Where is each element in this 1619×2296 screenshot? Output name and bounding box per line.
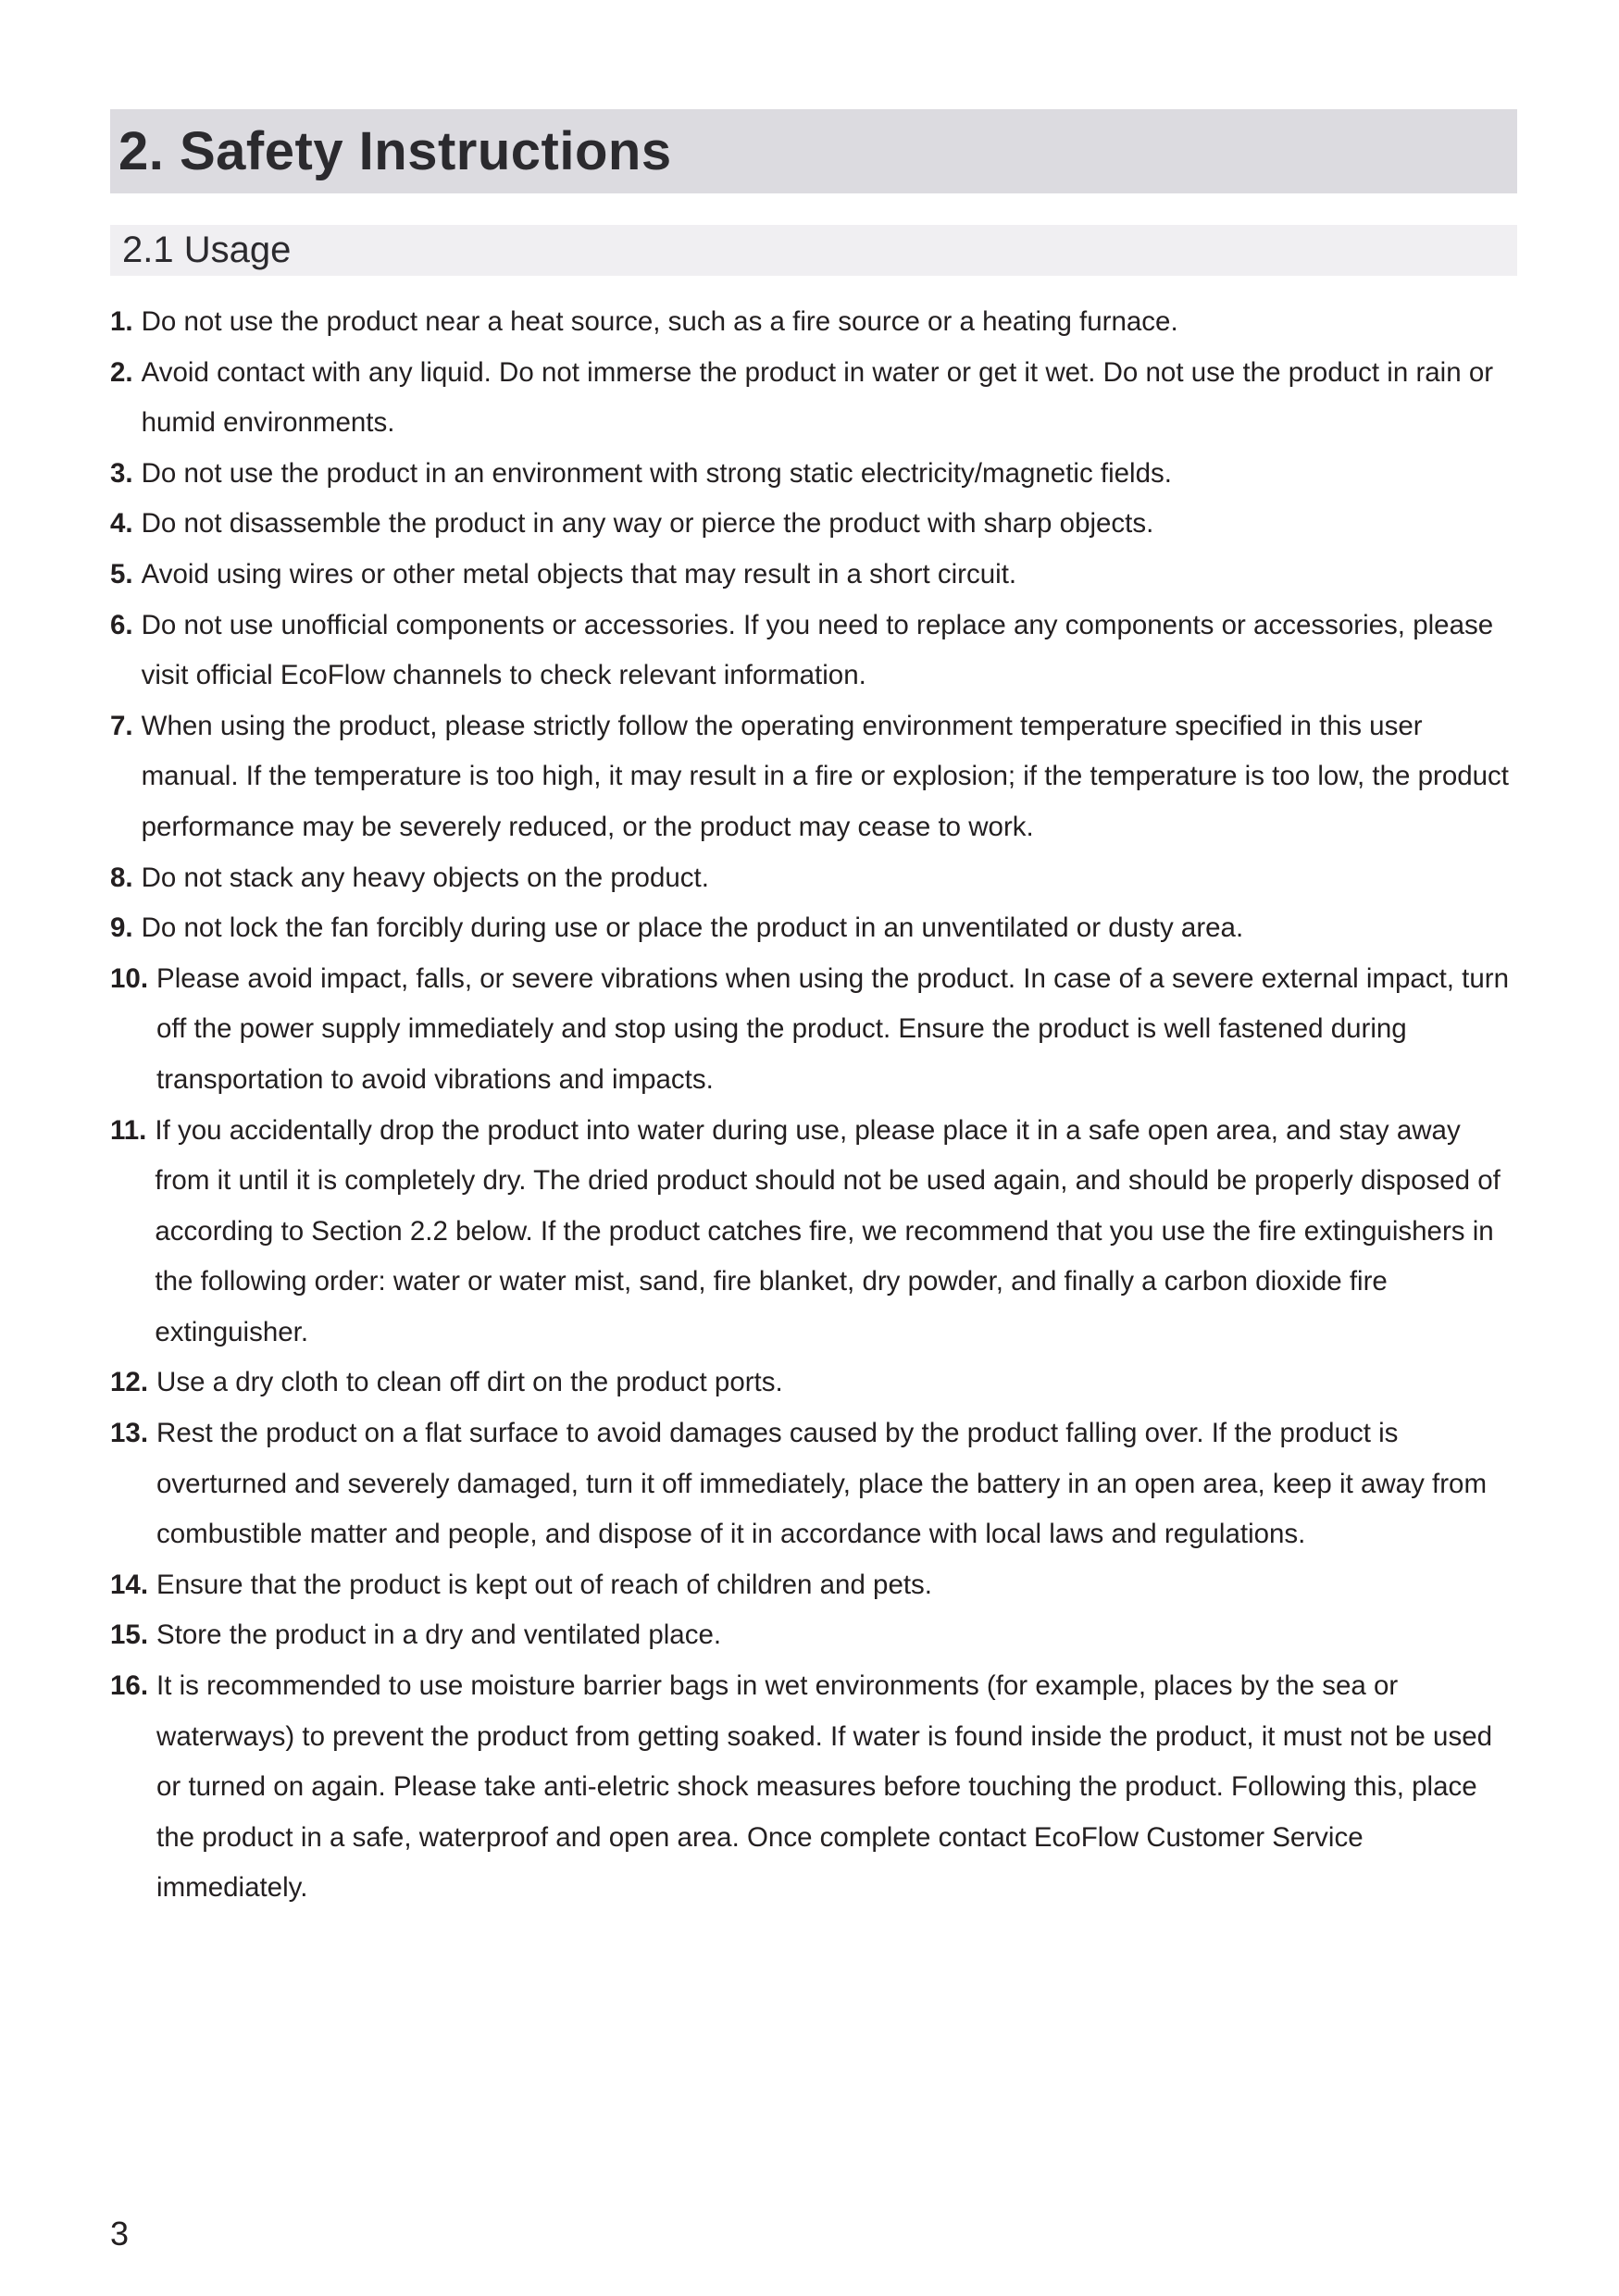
instruction-item [110, 1358, 1517, 1409]
instruction-item [110, 1661, 1517, 1914]
instruction-number: 3. [110, 457, 133, 489]
instruction-item [110, 348, 1517, 449]
instruction-item [110, 954, 1517, 1106]
instruction-number: 1. [110, 306, 133, 337]
instruction-text: When using the product, please strictly follow the operating environment temperature specified in this user manual. If the temperature is too high, it may result in a fire or explosion; if the temperature is too low, the product performance may be severely reduced, or the product may cease to work. [141, 710, 1510, 842]
section-title: 2. Safety Instructions [118, 121, 672, 181]
instruction-number: 14. [110, 1569, 149, 1600]
instruction-number: 5. [110, 558, 133, 590]
instruction-text: Do not disassemble the product in any way or pierce the product with sharp objects. [141, 508, 1154, 540]
instruction-item [110, 701, 1517, 853]
instruction-number: 6. [110, 609, 133, 640]
instruction-text: Please avoid impact, falls, or severe vibrations when using the product. In case of a severe external impact, turn off the power supply immediately and stop using the product. Ensure the product is well fastened during transportation to avoid vibrations and impacts. [156, 962, 1510, 1095]
instruction-number: 8. [110, 862, 133, 893]
instruction-text: Avoid using wires or other metal objects that may result in a short circuit. [141, 558, 1017, 590]
instruction-number: 2. [110, 356, 133, 388]
instruction-number: 10. [110, 962, 149, 994]
instruction-item [110, 550, 1517, 601]
section-header [110, 109, 1517, 193]
instruction-text: Ensure that the product is kept out of reach of children and pets. [156, 1569, 932, 1600]
instruction-number: 13. [110, 1418, 149, 1449]
instruction-item [110, 1560, 1517, 1611]
instruction-item [110, 853, 1517, 904]
instruction-number: 15. [110, 1620, 149, 1651]
instruction-number: 4. [110, 508, 133, 540]
instruction-item [110, 1106, 1517, 1359]
instruction-text: Do not stack any heavy objects on the product. [141, 862, 709, 893]
instruction-text: It is recommended to use moisture barrier bags in wet environments (for example, places by the sea or waterways) to prevent the product from getting soaked. If water is found inside the product, it must not be used or turned on again. Please take anti-eletric shock measures before touching the product. Following this, place the product in a safe, waterproof and open area. Once complete contact EcoFlow Customer Service immediately. [156, 1670, 1493, 1904]
instruction-item [110, 903, 1517, 954]
instruction-item [110, 449, 1517, 500]
instruction-text: Store the product in a dry and ventilated place. [156, 1620, 722, 1651]
instruction-text: Rest the product on a flat surface to avoid damages caused by the product falling over. If the product is overturned and severely damaged, turn it off immediately, place the battery in an open area, keep it away from combustible matter and people, and dispose of it in accordance with local laws and regulations. [156, 1418, 1488, 1550]
instruction-number: 16. [110, 1670, 149, 1702]
instruction-number: 9. [110, 912, 133, 944]
safety-instructions-list [110, 297, 1517, 1914]
instruction-text: Avoid contact with any liquid. Do not immerse the product in water or get it wet. Do not use the product in rain or humid environments. [141, 356, 1494, 439]
instruction-text: Do not lock the fan forcibly during use or place the product in an unventilated or dusty area. [141, 912, 1244, 944]
instruction-item [110, 1610, 1517, 1661]
instruction-item [110, 1409, 1517, 1560]
instruction-number: 11. [110, 1114, 147, 1146]
instruction-text: Use a dry cloth to clean off dirt on the product ports. [156, 1367, 783, 1398]
instruction-text: Do not use the product in an environment with strong static electricity/magnetic fields. [141, 457, 1172, 489]
instruction-item [110, 297, 1517, 348]
instruction-number: 7. [110, 710, 133, 741]
instruction-text: Do not use unofficial components or accessories. If you need to replace any components or accessories, please visit official EcoFlow channels to check relevant information. [141, 609, 1494, 691]
instruction-item [110, 499, 1517, 550]
subsection-title: 2.1 Usage [122, 230, 292, 270]
page-number: 3 [110, 2215, 130, 2253]
instruction-text: Do not use the product near a heat source, such as a fire source or a heating furnace. [141, 306, 1178, 337]
subsection-header [110, 225, 1517, 276]
instruction-number: 12. [110, 1367, 149, 1398]
instruction-item [110, 601, 1517, 701]
instruction-text: If you accidentally drop the product into water during use, please place it in a safe open area, and stay away from it until it is completely dry. The dried product should not be used again, and should be properly disposed of according to Section 2.2 below. If the product catches fire, we recommend that you use the fire extinguishers in the following order: water or water mist, sand, fire blanket, dry powder, and finally a carbon dioxide fire extinguisher. [155, 1114, 1501, 1347]
